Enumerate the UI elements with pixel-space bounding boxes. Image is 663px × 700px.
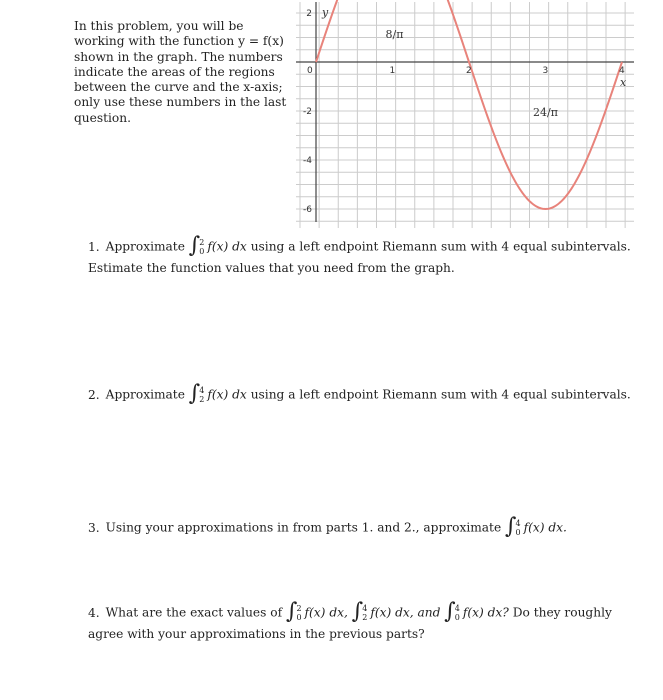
integral-sign: ∫ [444, 599, 456, 624]
function-curve [316, 0, 622, 209]
y-tick-label: -2 [303, 107, 312, 117]
question-4: 4. What are the exact values of ∫ 2 0 f(x) dx, ∫ 4 2 f(x) dx, and ∫ 4 0 f(x) dx? Do they roughly agree with your approximations in the previous parts? [88, 599, 612, 641]
axes [296, 2, 634, 222]
question-number: 2. [88, 387, 100, 402]
integral-sign: ∫ [285, 599, 298, 624]
y-tick-label: 2 [306, 9, 312, 19]
y-tick-label: -6 [303, 205, 312, 215]
question-number: 1. [88, 239, 100, 254]
question-2: 2. Approximate ∫ 4 2 f(x) dx using a left endpoint Riemann sum with 4 equal subintervals. [88, 381, 631, 406]
integral-sign: ∫ [505, 514, 517, 539]
integral-sign: ∫ [351, 599, 364, 624]
x-tick-label: 0 [307, 66, 313, 76]
integral-sign: ∫ [188, 233, 201, 258]
x-tick-label: 4 [619, 66, 625, 76]
integral-sign: ∫ [188, 381, 201, 406]
question-number: 4. [88, 605, 100, 620]
x-tick-label: 1 [389, 66, 396, 76]
question-1: 1. Approximate ∫ 2 0 f(x) dx using a left endpoint Riemann sum with 4 equal subintervals. Estimate the function values that you need from the graph. [88, 233, 631, 275]
problem-intro: In this problem, you will be working with the function y = f(x) shown in the graph. The numbers indicate the areas of the regions between the curve and the x-axis; only use these numbers in the last question. [74, 19, 287, 125]
y-axis-label: y [322, 6, 329, 19]
question-3: 3. Using your approximations in from parts 1. and 2., approximate ∫ 4 0 f(x) dx. [88, 514, 567, 539]
question-number: 3. [88, 520, 100, 535]
area-label: 8/π [385, 28, 404, 41]
x-tick-label: 3 [542, 66, 549, 76]
x-tick-label: 2 [466, 66, 472, 76]
x-axis-label: x [620, 76, 627, 89]
function-graph [0, 0, 663, 230]
area-label: 24/π [533, 106, 558, 119]
grid-lines [296, 2, 634, 228]
y-tick-label: -4 [303, 156, 312, 166]
